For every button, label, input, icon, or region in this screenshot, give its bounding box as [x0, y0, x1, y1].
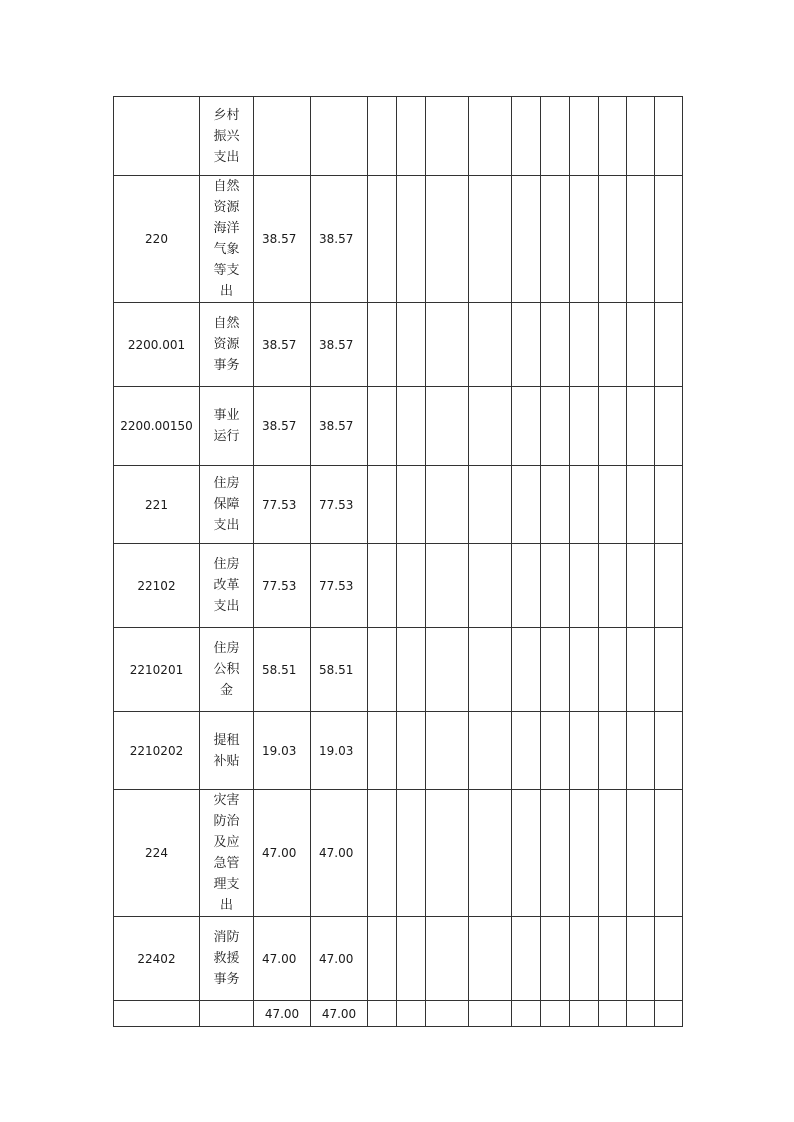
- subject-code: 2200.001: [114, 303, 200, 387]
- empty-cell: [599, 790, 627, 917]
- empty-cell: [397, 387, 426, 466]
- subject-code: 22402: [114, 917, 200, 1001]
- empty-cell: [368, 917, 397, 1001]
- amount-2: 38.57: [311, 387, 368, 466]
- table-row: [114, 917, 683, 1001]
- empty-cell: [397, 97, 426, 176]
- empty-cell: [368, 466, 397, 544]
- empty-cell: [426, 97, 469, 176]
- empty-cell: [627, 790, 655, 917]
- subject-code: 2210201: [114, 628, 200, 712]
- subject-name-cell: [200, 466, 254, 544]
- subject-code: [114, 97, 200, 176]
- table-row: [114, 466, 683, 544]
- empty-cell: [627, 97, 655, 176]
- subject-name-cell: [200, 303, 254, 387]
- subject-code: 2210202: [114, 712, 200, 790]
- amount-1: 58.51: [254, 628, 311, 712]
- empty-cell: [368, 790, 397, 917]
- empty-cell: [655, 544, 683, 628]
- subject-name: 消防救援事务: [213, 930, 240, 987]
- amount-2: 77.53: [311, 544, 368, 628]
- empty-cell: [469, 628, 512, 712]
- empty-cell: [541, 176, 570, 303]
- subject-name: 灾害防治及应急管理支出: [213, 793, 240, 913]
- amount-2: 19.03: [311, 712, 368, 790]
- empty-cell: [469, 466, 512, 544]
- empty-cell: [599, 628, 627, 712]
- empty-cell: [599, 387, 627, 466]
- empty-cell: [512, 176, 541, 303]
- empty-cell: [627, 628, 655, 712]
- total-code: [114, 1001, 200, 1027]
- empty-cell: [426, 544, 469, 628]
- amount-1: 77.53: [254, 544, 311, 628]
- empty-cell: [397, 628, 426, 712]
- subject-name: 住房改革支出: [213, 557, 240, 614]
- table-row: [114, 712, 683, 790]
- subject-name: 乡村振兴支出: [213, 107, 240, 165]
- empty-cell: [469, 917, 512, 1001]
- empty-cell: [570, 303, 599, 387]
- empty-cell: [512, 790, 541, 917]
- empty-cell: [426, 303, 469, 387]
- subject-code: 224: [114, 790, 200, 917]
- subject-name-cell: [200, 176, 254, 303]
- empty-cell: [570, 628, 599, 712]
- empty-cell: [570, 544, 599, 628]
- empty-cell: [627, 544, 655, 628]
- table-row: [114, 97, 683, 176]
- subject-name: 住房公积金: [213, 641, 240, 698]
- total-row: [114, 1001, 683, 1027]
- empty-cell: [426, 387, 469, 466]
- empty-cell: [570, 917, 599, 1001]
- empty-cell: [655, 628, 683, 712]
- empty-cell: [541, 303, 570, 387]
- empty-cell: [599, 176, 627, 303]
- empty-cell: [627, 387, 655, 466]
- empty-cell: [368, 712, 397, 790]
- empty-cell: [570, 790, 599, 917]
- empty-cell: [397, 303, 426, 387]
- empty-cell: [599, 466, 627, 544]
- empty-cell: [541, 1001, 570, 1027]
- table-row: [114, 387, 683, 466]
- table-row: [114, 303, 683, 387]
- empty-cell: [655, 466, 683, 544]
- empty-cell: [397, 712, 426, 790]
- amount-2: 38.57: [311, 303, 368, 387]
- empty-cell: [570, 97, 599, 176]
- empty-cell: [541, 466, 570, 544]
- table-row: [114, 544, 683, 628]
- empty-cell: [627, 303, 655, 387]
- table-row: [114, 176, 683, 303]
- subject-name: 自然资源事务: [213, 316, 240, 373]
- empty-cell: [368, 303, 397, 387]
- empty-cell: [627, 1001, 655, 1027]
- empty-cell: [599, 917, 627, 1001]
- empty-cell: [627, 712, 655, 790]
- amount-2: 77.53: [311, 466, 368, 544]
- empty-cell: [397, 176, 426, 303]
- total-amount-2: 47.00: [311, 1001, 368, 1027]
- amount-2: 38.57: [311, 176, 368, 303]
- empty-cell: [397, 790, 426, 917]
- empty-cell: [655, 790, 683, 917]
- empty-cell: [469, 544, 512, 628]
- empty-cell: [570, 1001, 599, 1027]
- empty-cell: [541, 917, 570, 1001]
- amount-1: 38.57: [254, 176, 311, 303]
- amount-1: 47.00: [254, 917, 311, 1001]
- amount-2: [311, 97, 368, 176]
- empty-cell: [512, 917, 541, 1001]
- amount-1: 38.57: [254, 387, 311, 466]
- empty-cell: [541, 712, 570, 790]
- empty-cell: [655, 387, 683, 466]
- subject-name-cell: [200, 97, 254, 176]
- empty-cell: [426, 628, 469, 712]
- empty-cell: [512, 628, 541, 712]
- empty-cell: [368, 544, 397, 628]
- subject-code: 221: [114, 466, 200, 544]
- empty-cell: [426, 1001, 469, 1027]
- amount-2: 58.51: [311, 628, 368, 712]
- subject-name-cell: [200, 628, 254, 712]
- empty-cell: [397, 1001, 426, 1027]
- empty-cell: [368, 387, 397, 466]
- empty-cell: [599, 544, 627, 628]
- subject-name-cell: [200, 387, 254, 466]
- empty-cell: [368, 628, 397, 712]
- empty-cell: [368, 1001, 397, 1027]
- empty-cell: [655, 917, 683, 1001]
- empty-cell: [655, 97, 683, 176]
- subject-name: 事业运行: [213, 408, 240, 444]
- empty-cell: [469, 712, 512, 790]
- empty-cell: [655, 712, 683, 790]
- empty-cell: [512, 1001, 541, 1027]
- empty-cell: [655, 1001, 683, 1027]
- subject-code: 22102: [114, 544, 200, 628]
- empty-cell: [469, 97, 512, 176]
- subject-name: 提租补贴: [213, 732, 240, 769]
- empty-cell: [469, 176, 512, 303]
- empty-cell: [599, 1001, 627, 1027]
- empty-cell: [599, 97, 627, 176]
- table-row: [114, 790, 683, 917]
- subject-name: 住房保障支出: [213, 476, 240, 533]
- empty-cell: [397, 544, 426, 628]
- total-name: [200, 1001, 254, 1027]
- empty-cell: [570, 387, 599, 466]
- amount-1: 77.53: [254, 466, 311, 544]
- subject-code: 220: [114, 176, 200, 303]
- empty-cell: [627, 917, 655, 1001]
- empty-cell: [512, 387, 541, 466]
- amount-2: 47.00: [311, 790, 368, 917]
- empty-cell: [512, 466, 541, 544]
- empty-cell: [570, 176, 599, 303]
- empty-cell: [426, 466, 469, 544]
- empty-cell: [541, 544, 570, 628]
- budget-table: [113, 96, 683, 1027]
- empty-cell: [570, 466, 599, 544]
- empty-cell: [512, 712, 541, 790]
- empty-cell: [469, 387, 512, 466]
- empty-cell: [512, 303, 541, 387]
- empty-cell: [570, 712, 599, 790]
- empty-cell: [541, 387, 570, 466]
- empty-cell: [599, 712, 627, 790]
- empty-cell: [426, 176, 469, 303]
- empty-cell: [541, 97, 570, 176]
- empty-cell: [426, 790, 469, 917]
- empty-cell: [469, 1001, 512, 1027]
- empty-cell: [469, 790, 512, 917]
- subject-name-cell: [200, 544, 254, 628]
- empty-cell: [426, 712, 469, 790]
- amount-1: 47.00: [254, 790, 311, 917]
- empty-cell: [541, 628, 570, 712]
- empty-cell: [627, 466, 655, 544]
- amount-1: [254, 97, 311, 176]
- empty-cell: [627, 176, 655, 303]
- subject-code: 2200.00150: [114, 387, 200, 466]
- total-amount-1: 47.00: [254, 1001, 311, 1027]
- subject-name-cell: [200, 790, 254, 917]
- empty-cell: [512, 544, 541, 628]
- subject-name: 自然资源海洋气象等支出: [213, 179, 240, 299]
- subject-name-cell: [200, 712, 254, 790]
- empty-cell: [469, 303, 512, 387]
- subject-name-cell: [200, 917, 254, 1001]
- empty-cell: [655, 303, 683, 387]
- empty-cell: [599, 303, 627, 387]
- empty-cell: [541, 790, 570, 917]
- amount-2: 47.00: [311, 917, 368, 1001]
- empty-cell: [397, 917, 426, 1001]
- amount-1: 19.03: [254, 712, 311, 790]
- amount-1: 38.57: [254, 303, 311, 387]
- table-row: [114, 628, 683, 712]
- empty-cell: [512, 97, 541, 176]
- empty-cell: [368, 97, 397, 176]
- empty-cell: [426, 917, 469, 1001]
- empty-cell: [368, 176, 397, 303]
- empty-cell: [655, 176, 683, 303]
- table-body: [114, 97, 683, 1027]
- empty-cell: [397, 466, 426, 544]
